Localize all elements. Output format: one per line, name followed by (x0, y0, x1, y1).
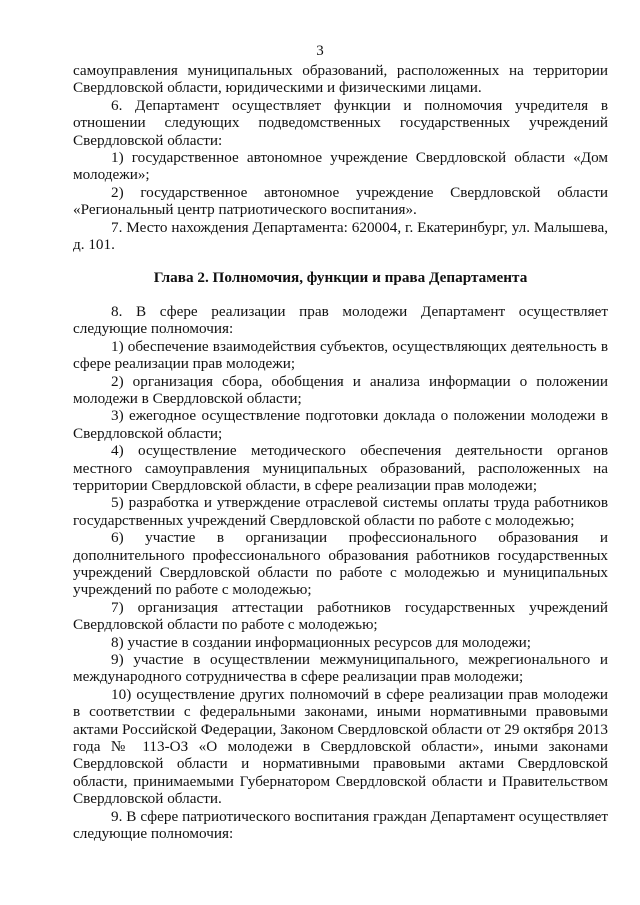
paragraph-item-8-8: 8) участие в создании информационных ресурсов для молодежи; (111, 633, 532, 651)
paragraph-item-9: 9. В сфере патриотического воспитания граждан Департамент осуществляет следующие полномочия: (73, 807, 608, 843)
paragraph-item-8-2: 2) организация сбора, обобщения и анализа информации о положении молодежи в Свердловской области; (73, 372, 608, 407)
document-body (73, 62, 608, 842)
paragraph-item-6-1: 1) государственное автономное учреждение Свердловской области «Дом молодежи»; (73, 149, 608, 184)
paragraph-item-8-3: 3) ежегодное осуществление подготовки доклада о положении молодежи в Свердловской области; (73, 407, 608, 442)
paragraph-item-8-1: 1) обеспечение взаимодействия субъектов, осуществляющих деятельность в сфере реализации прав молодежи; (73, 337, 608, 373)
paragraph-item-8-10: 10) осуществление других полномочий в сфере реализации прав молодежи в соответствии с федеральными законами, иными нормативными правовыми актами Российской Федерации, Законом Свердловской области от 29 октября 2013 года № 113-ОЗ «О молодежи в Свердловской области», иными законами Свердловской области и нормативными правовыми актами Свердловской области, принимаемыми Губернатором Свердловской области и Правительством Свердловской области. (73, 685, 608, 808)
paragraph-item-8-6: 6) участие в организации профессионального образования и дополнительного профессионального образования работников государственных учреждений Свердловской области по работе с молодежью и муниципальных учреждений по работе с молодежью; (73, 529, 608, 599)
chapter-heading: Глава 2. Полномочия, функции и права Департамента (153, 269, 528, 287)
paragraph-continuation: самоуправления муниципальных образований, расположенных на территории Свердловской области, юридическими и физическими лицами. (73, 62, 608, 97)
paragraph-item-8-7: 7) организация аттестации работников государственных учреждений Свердловской области по работе с молодежью; (73, 598, 608, 634)
paragraph-item-7: 7. Место нахождения Департамента: 620004, г. Екатеринбург, ул. Малышева, д. 101. (73, 218, 608, 254)
paragraph-item-8-4: 4) осуществление методического обеспечения деятельности органов местного самоуправления муниципальных образований, расположенных на территории Свердловской области, в сфере реализации прав молодежи; (73, 442, 608, 494)
paragraph-item-8: 8. В сфере реализации прав молодежи Департамент осуществляет следующие полномочия: (73, 302, 608, 338)
page-number: 3 (316, 43, 324, 59)
paragraph-item-8-9: 9) участие в осуществлении межмуниципального, межрегионального и международного сотрудничества в сфере реализации прав молодежи; (73, 651, 608, 686)
paragraph-item-6: 6. Департамент осуществляет функции и полномочия учредителя в отношении следующих подведомственных государственных учреждений Свердловской области: (73, 96, 608, 149)
paragraph-item-8-5: 5) разработка и утверждение отраслевой системы оплаты труда работников государственных учреждений Свердловской области по работе с молодежью; (73, 494, 608, 529)
paragraph-item-6-2: 2) государственное автономное учреждение Свердловской области «Региональный центр патриотического воспитания». (73, 183, 608, 219)
